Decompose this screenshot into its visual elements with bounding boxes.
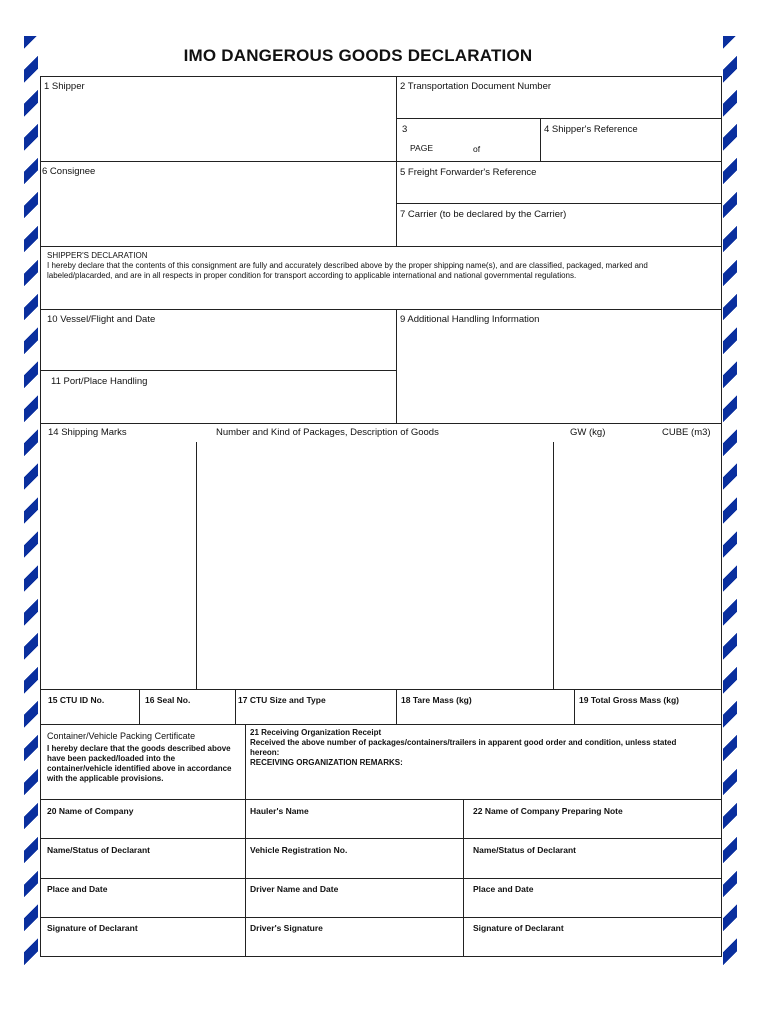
ctu-id-label: 15 CTU ID No. (48, 695, 105, 705)
hauler-name-label: Hauler's Name (250, 806, 309, 816)
company-name-label: 20 Name of Company (47, 806, 134, 816)
shipping-marks-label: 14 Shipping Marks (48, 427, 127, 438)
shipper-declaration (47, 251, 715, 281)
declarant-signature-label: Signature of Declarant (47, 923, 138, 933)
consignee-label: 6 Consignee (42, 166, 96, 177)
declarant-status-label: Name/Status of Declarant (47, 845, 150, 855)
declarant-signature-label-2: Signature of Declarant (473, 923, 564, 933)
goods-divider-2 (553, 442, 554, 690)
ctu-divider-2 (235, 689, 236, 725)
freight-reference-label: 5 Freight Forwarder's Reference (400, 167, 537, 178)
receiving-receipt (250, 728, 690, 768)
left-hazard-stripe (24, 36, 38, 966)
vessel-label: 10 Vessel/Flight and Date (47, 314, 156, 325)
ctu-divider-3 (396, 689, 397, 725)
place-date-label-2: Place and Date (473, 884, 534, 894)
gross-weight-label: GW (kg) (570, 427, 606, 438)
declaration-heading: SHIPPER'S DECLARATION (47, 251, 148, 260)
port-label: 11 Port/Place Handling (51, 376, 148, 387)
preparing-company-label: 22 Name of Company Preparing Note (473, 806, 623, 816)
packing-certificate-heading: Container/Vehicle Packing Certificate (47, 731, 196, 741)
bottom-row-line-2 (40, 878, 722, 879)
tare-mass-label: 18 Tare Mass (kg) (401, 695, 472, 705)
driver-name-date-label: Driver Name and Date (250, 884, 339, 894)
packages-description-label: Number and Kind of Packages, Description of Goods (216, 427, 439, 438)
additional-handling-field[interactable] (396, 309, 722, 424)
declaration-text: I hereby declare that the contents of this consignment are fully and accurately described above by the proper shipping name(s), and are classified, packaged, marked and labeled/placarded, and are in all respects in proper condition for transport according to applicable international and national governmental regulations. (47, 261, 648, 280)
driver-signature-label: Driver's Signature (250, 923, 323, 933)
bottom-row-line-1 (40, 838, 722, 839)
carrier-label: 7 Carrier (to be declared by the Carrier) (400, 209, 567, 220)
right-hazard-stripe (723, 36, 737, 966)
place-date-label: Place and Date (47, 884, 108, 894)
cube-label: CUBE (m3) (662, 427, 711, 438)
receipt-remarks: RECEIVING ORGANIZATION REMARKS: (250, 758, 403, 767)
packing-certificate-text: I hereby declare that the goods described above have been packed/loaded into the container/vehicle identified above in accordance with the applicable provisions. (47, 744, 232, 783)
gross-mass-label: 19 Total Gross Mass (kg) (579, 695, 679, 705)
declarant-status-label-2: Name/Status of Declarant (473, 845, 576, 855)
shipper-label: 1 Shipper (44, 81, 85, 92)
goods-area[interactable] (40, 423, 722, 690)
additional-handling-label: 9 Additional Handling Information (400, 314, 540, 325)
seal-label: 16 Seal No. (145, 695, 191, 705)
goods-divider-1 (196, 442, 197, 690)
transport-doc-label: 2 Transportation Document Number (400, 81, 552, 92)
shipper-field[interactable] (40, 76, 397, 162)
vehicle-registration-label: Vehicle Registration No. (250, 845, 348, 855)
ctu-size-label: 17 CTU Size and Type (238, 695, 326, 705)
bottom-row-line-3 (40, 917, 722, 918)
packing-certificate (47, 731, 242, 784)
receipt-heading: 21 Receiving Organization Receipt (250, 728, 382, 737)
shipper-reference-label: 4 Shipper's Reference (544, 124, 638, 135)
ctu-divider-4 (574, 689, 575, 725)
of-label: of (473, 144, 481, 154)
page-label: PAGE (410, 143, 433, 153)
receipt-text: Received the above number of packages/containers/trailers in apparent good order and condition, unless stated hereon: (250, 738, 677, 757)
page-number-label: 3 (402, 124, 408, 135)
page-title: IMO DANGEROUS GOODS DECLARATION (183, 46, 533, 65)
page-field[interactable] (396, 118, 541, 162)
ctu-divider-1 (139, 689, 140, 725)
